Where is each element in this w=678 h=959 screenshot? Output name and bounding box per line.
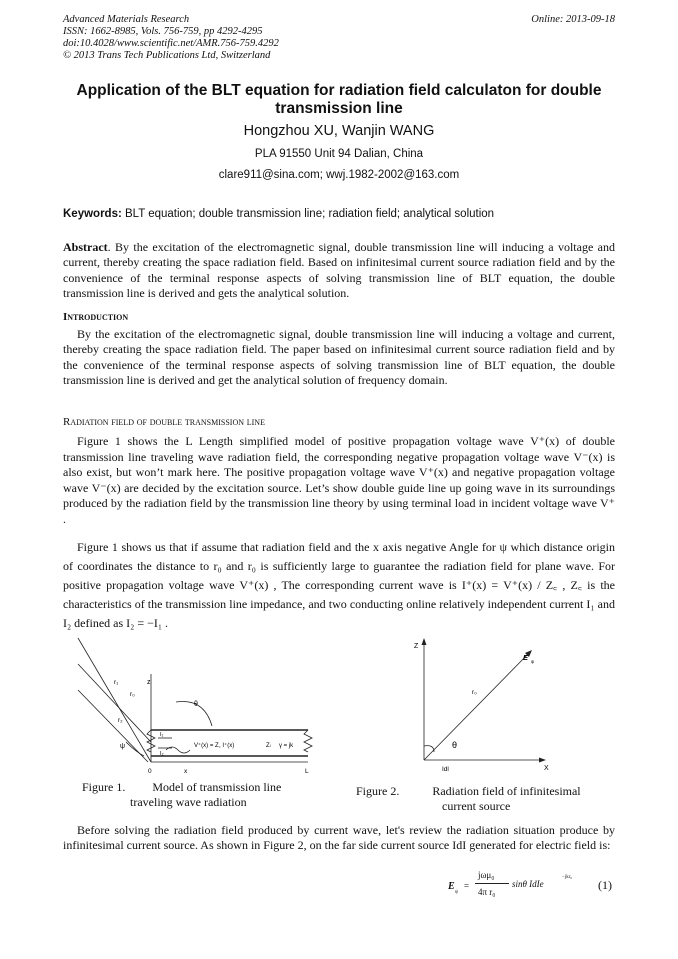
email: clare911@sina.com; wwj.1982-2002@163.com xyxy=(218,169,460,181)
eq-fraction-bar xyxy=(475,883,509,884)
keywords xyxy=(63,208,494,220)
fig2-label-x: X xyxy=(544,765,549,772)
fig1-label-x: x xyxy=(184,768,188,775)
figure-1-caption xyxy=(82,780,281,810)
figure-1-caption-line2: traveling wave radiation xyxy=(130,795,247,809)
fig1-label-r2: r₂ xyxy=(118,717,123,724)
abstract xyxy=(63,240,615,302)
figure-2-caption-number: Figure 2. xyxy=(356,784,400,798)
fig1-label-psi: ψ xyxy=(120,743,125,750)
fig1-label-r1: r₁ xyxy=(114,679,119,686)
figure-2 xyxy=(412,632,572,782)
figure-1 xyxy=(76,634,326,779)
journal-name: Advanced Materials Research xyxy=(63,14,190,25)
fig1-label-i2: I₂ xyxy=(160,751,164,757)
fig2-label-e: E xyxy=(523,653,529,662)
ray-r0 xyxy=(78,664,151,742)
paragraph-infinitesimal-source: Before solving the radiation field produced by current wave, let's review the radiation situation produce by infinitesimal current source. As shown in Figure 2, on the far side current source IdI generated for electric field is: xyxy=(63,823,615,853)
keywords-label: Keywords: xyxy=(63,208,122,220)
eq-equals: = xyxy=(464,881,470,891)
paper-title: Application of the BLT equation for radiation field calculaton for double transmission line xyxy=(76,82,602,117)
figure-1-caption-number: Figure 1. xyxy=(82,780,126,794)
introduction-paragraph: By the excitation of the electromagnetic signal, double transmission line will inducing a voltage and current, thereby creating the space radiation field. The paper based on infinitesimal current source radiation field and by the convenience of the terminal response aspects of solving transmission line of BLT equation, the double transmission line is derived and get the analytical solution of frequency domain. xyxy=(63,327,615,388)
copyright: © 2013 Trans Tech Publications Ltd, Switzerland xyxy=(63,50,271,61)
fig1-label-r0: r₀ xyxy=(130,691,135,698)
eq-number: (1) xyxy=(598,878,612,892)
keywords-text: BLT equation; double transmission line; radiation field; analytical solution xyxy=(121,208,495,220)
eq-rhs: sinθ IdIe xyxy=(512,879,544,889)
eq-lhs-subscript: ψ xyxy=(455,890,459,895)
issn: ISSN: 1662-8985, Vols. 756-759, pp 4292-4295 xyxy=(63,26,263,37)
eq-lhs: E xyxy=(448,881,455,892)
equation-1 xyxy=(448,870,618,906)
journal-header xyxy=(63,14,279,62)
fig2-label-z: Z xyxy=(414,643,419,650)
figure-2-caption-line2: current source xyxy=(442,799,511,813)
ray-r1 xyxy=(78,638,151,762)
eq-numerator: jωμ₀ xyxy=(478,870,495,880)
fig1-label-zl: Zₗ xyxy=(266,743,271,749)
fig1-label-z: z xyxy=(147,679,151,686)
fig2-label-theta: θ xyxy=(452,740,458,750)
ray-r2 xyxy=(78,690,148,762)
section-heading-radiation-field: Radiation field of double transmission line xyxy=(63,416,265,428)
doi: doi:10.4028/www.scientific.net/AMR.756-759.4292 xyxy=(63,38,279,49)
fig1-label-theta: θ xyxy=(194,701,198,708)
paragraph-radiation-angle: Figure 1 shows us that if assume that radiation field and the x axis negative Angle for ψ which distance origin of coordinates the distance to r₀ and r₀ is sufficiently large to guarantee the radiation field for plane wave. For positive propagation voltage wave V⁺(x) , The corresponding current wave is I⁺(x) = V⁺(x) / Z꜀ , Z꜀ is the characteristics of the transmission line impedance, and two conducting online relatively independent current I₁ and I₂ defined as I₂ = −I₁ . xyxy=(63,540,615,630)
fig1-label-gamma: γ = jk xyxy=(279,743,294,749)
fig2-z-arrowhead xyxy=(422,638,427,645)
fig1-label-origin: 0 xyxy=(148,768,152,775)
fig2-x-arrowhead xyxy=(539,758,546,763)
fig2-label-e-sub: ψ xyxy=(531,659,535,664)
fig1-label-i1: I₁ xyxy=(160,732,164,738)
abstract-label: Abstract xyxy=(63,240,108,254)
fig1-label-equation: V⁺(x) = Z꜀ I⁺(x) xyxy=(194,743,235,749)
load-impedance xyxy=(304,730,312,752)
online-date: Online: 2013-09-18 xyxy=(531,14,615,25)
affiliation: PLA 91550 Unit 94 Dalian, China xyxy=(254,148,424,160)
fig2-label-idl: Idl xyxy=(442,766,449,773)
fig2-label-r0: r₀ xyxy=(472,689,477,696)
abstract-text: . By the excitation of the electromagnetic signal, double transmission line will inducing a voltage and current, thereby creating the space radiation field. Based on infinitesimal current source radiation field and by the convenience of the terminal response aspects of solving transmission line of BLT equation, the double transmission line is derived and gets the analytical solution. xyxy=(63,240,615,301)
authors: Hongzhou XU, Wanjin WANG xyxy=(243,123,435,139)
figure-2-caption xyxy=(356,784,581,814)
section-heading-introduction: Introduction xyxy=(63,311,129,323)
eq-denominator: 4π r₀ xyxy=(478,887,496,897)
paragraph-figure1-description: Figure 1 shows the L Length simplified model of positive propagation voltage wave V⁺(x) of double transmission line traveling wave radiation field, the corresponding negative propagation voltage wave V⁻(x) is also exist, but won’t mark here. The positive propagation voltage wave V⁺(x) and negative propagation voltage wave V⁻(x) are decided by the excitation source. Let’s show double guide line up going wave in its surroundings produced by the radiation field by the transmission line theory by using terminal load in incident voltage wave V⁺ . xyxy=(63,434,615,526)
fig2-ray xyxy=(424,652,530,760)
eq-exponent: −jkr₀ xyxy=(562,875,573,880)
fig1-label-l: L xyxy=(305,768,309,775)
figure-1-caption-line1: Model of transmission line xyxy=(152,780,282,794)
figure-2-caption-line1: Radiation field of infinitesimal xyxy=(432,784,581,798)
